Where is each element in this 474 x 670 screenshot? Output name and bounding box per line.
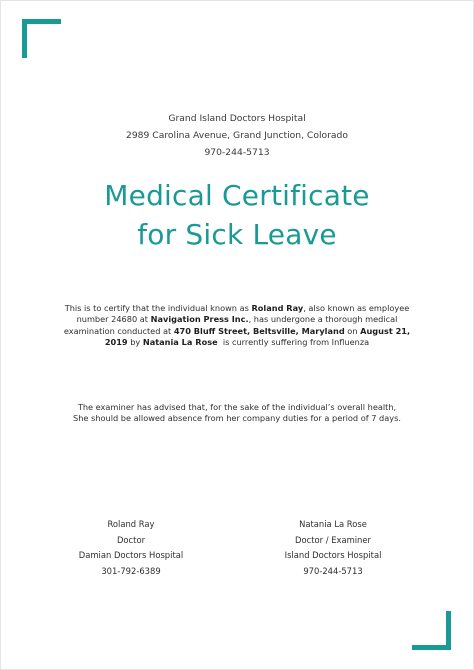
cert-by-text: by — [127, 337, 143, 348]
recommendation-line-1: The examiner has advised that, for the sake of the individual’s overall health, — [77, 402, 397, 412]
cert-on-text: on — [344, 325, 361, 336]
certification-paragraph — [52, 303, 422, 349]
signatory-organization: Damian Doctors Hospital — [78, 550, 184, 561]
signatory-phone: 970-244-5713 — [303, 565, 363, 576]
cert-exam-text: , has undergone a thorough medical examination conducted at — [63, 314, 398, 336]
document-title — [0, 176, 474, 254]
title-line-1: Medical Certificate — [104, 179, 370, 212]
hospital-phone: 970-244-5713 — [204, 147, 270, 158]
recommendation-paragraph — [47, 402, 427, 425]
hospital-address: 2989 Carolina Avenue, Grand Junction, Colorado — [125, 130, 348, 141]
cert-intro: This is to certify that the individual known as — [64, 303, 252, 313]
title-line-2: for Sick Leave — [137, 218, 337, 251]
hospital-name: Grand Island Doctors Hospital — [168, 113, 306, 124]
cert-aka: , also known as employee number 24680 at — [76, 303, 410, 325]
recommendation-line-2: She should be allowed absence from her company duties for a period of 7 days. — [73, 413, 401, 424]
cert-condition: is currently suffering from Influenza — [217, 337, 370, 348]
signatory-name: Roland Ray — [107, 519, 155, 529]
signatory-name: Natania La Rose — [299, 519, 367, 529]
corner-bracket-top-left — [22, 19, 61, 58]
corner-bracket-bottom-right — [412, 611, 451, 650]
exam-location: 470 Bluff Street, Beltsville, Maryland — [173, 325, 345, 336]
signature-block-right — [243, 517, 423, 579]
examiner-name: Natania La Rose — [142, 337, 218, 348]
hospital-header — [0, 110, 474, 161]
patient-name: Roland Ray — [251, 303, 304, 313]
signature-block-left — [41, 517, 221, 579]
signatory-phone: 301-792-6389 — [101, 565, 161, 576]
signatory-role: Doctor — [116, 534, 146, 545]
company-name: Navigation Press Inc. — [150, 314, 249, 325]
signatory-organization: Island Doctors Hospital — [284, 550, 382, 561]
exam-date: August 21, 2019 — [104, 325, 411, 348]
signatory-role: Doctor / Examiner — [295, 534, 371, 545]
